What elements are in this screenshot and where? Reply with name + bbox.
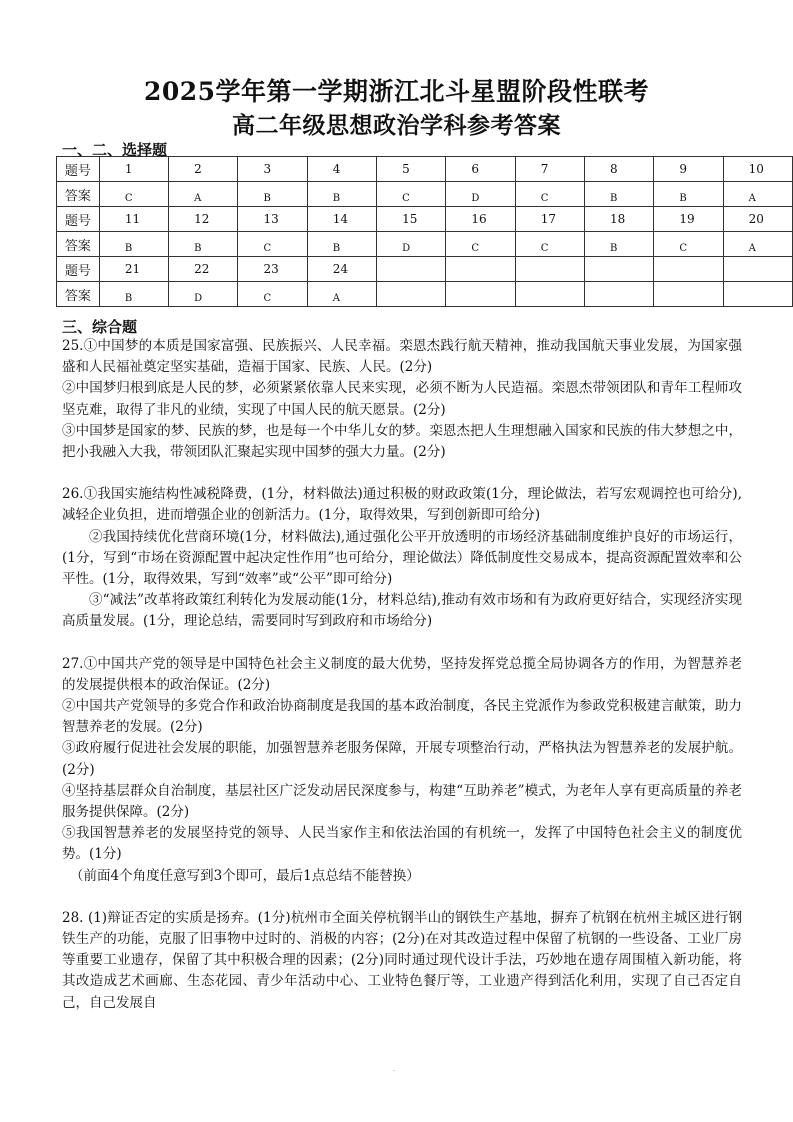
answer-paragraph: ③中国梦是国家的梦、民族的梦，也是每一个中华儿女的梦。栾恩杰把人生理想融入国家和民族的伟大梦想之中，把小我融入大我，带领团队汇聚起实现中国梦的强大力量。(2分)	[62, 422, 742, 461]
page-mark: ·	[393, 1068, 395, 1075]
question-number-cell	[515, 257, 584, 282]
row-label: 答案	[57, 182, 100, 207]
question-number-cell: 5	[377, 157, 446, 182]
question-number-cell: 6	[446, 157, 515, 182]
answer-cell: B	[585, 232, 654, 257]
question-number-cell: 1	[99, 157, 168, 182]
answer-row	[57, 182, 793, 207]
row-label: 答案	[57, 282, 100, 307]
page-title: 2025学年第一学期浙江北斗星盟阶段性联考	[143, 77, 650, 106]
answer-cell	[654, 282, 723, 307]
answer-paragraph: ③政府履行促进社会发展的职能，加强智慧养老服务保障，开展专项整治行动，严格执法为智慧养老的发展护航。(2分)	[62, 740, 742, 778]
answer-paragraph: 26.①我国实施结构性减税降费，(1分，材料做法)通过积极的财政政策(1分，理论做法，若写宏观调控也可给分),减轻企业负担，进而增强企业的创新活力。(1分，取得效果，写到创新即可给分)	[62, 486, 742, 524]
answer-cell: A	[723, 182, 792, 207]
answer-cell: A	[169, 182, 238, 207]
answer-paragraph: ③“减法”改革将政策红利转化为发展动能(1分，材料总结),推动有效市场和有为政府更好结合，实现经济实现高质量发展。(1分，理论总结，需要同时写到政府和市场给分)	[62, 592, 742, 630]
row-label: 题号	[57, 207, 100, 232]
answer-cell: B	[99, 232, 168, 257]
row-label: 题号	[57, 257, 100, 282]
answer-cell: C	[654, 232, 723, 257]
question-number-cell: 3	[238, 157, 307, 182]
answer-cell: D	[377, 232, 446, 257]
row-label: 答案	[57, 232, 100, 257]
answer-table	[56, 156, 793, 307]
question-number-cell: 9	[654, 157, 723, 182]
question-number-cell: 23	[238, 257, 307, 282]
answer-cell: B	[585, 182, 654, 207]
answer-paragraph: （前面4个角度任意写到3个即可，最后1点总结不能替换）	[70, 867, 420, 884]
answer-cell: B	[307, 232, 376, 257]
answer-paragraph: ④坚持基层群众自治制度，基层社区广泛发动居民深度参与，构建“互助养老”模式，为老年人享有更高质量的养老服务提供保障。(2分)	[62, 782, 742, 821]
question-number-row	[57, 207, 793, 232]
paragraph-gap	[62, 633, 742, 654]
question-number-cell: 10	[723, 157, 792, 182]
question-number-cell: 14	[307, 207, 376, 232]
answer-cell	[446, 282, 515, 307]
question-number-cell: 19	[654, 207, 723, 232]
answer-cell	[723, 282, 792, 307]
question-number-cell: 13	[238, 207, 307, 232]
answer-cell: B	[654, 182, 723, 207]
answer-cell: C	[515, 232, 584, 257]
question-number-cell: 21	[99, 257, 168, 282]
answer-cell: D	[446, 182, 515, 207]
answer-cell: A	[307, 282, 376, 307]
question-number-cell: 7	[515, 157, 584, 182]
question-number-cell: 24	[307, 257, 376, 282]
answer-cell: B	[238, 182, 307, 207]
answer-paragraph: 25.①中国梦的本质是国家富强、民族振兴、人民幸福。栾恩杰践行航天精神，推动我国航天事业发展，为国家强盛和人民福祉奠定坚实基础，造福于国家、民族、人民。(2分)	[62, 338, 742, 376]
answer-paragraph: 28. (1)辩证否定的实质是扬弃。(1分)杭州市全面关停杭钢半山的钢铁生产基地，摒弃了杭钢在杭州主城区进行钢铁生产的功能，克服了旧事物中过时的、消极的内容；(2分)在对其改造过程中保留了杭钢的一些设备、工业厂房等重要工业遗存，保留了其中积极合理的因素；(2分)同时通过现代设计手法，巧妙地在遗存周围植入新功能，将其改造成艺术画廊、生态花园、青少年活动中心、工业特色餐厅等，工业遗产得到活化利用，实现了自己否定自己，自己发展自	[62, 909, 742, 1011]
question-number-row	[57, 157, 793, 182]
answer-content	[62, 336, 742, 1014]
question-number-cell: 22	[169, 257, 238, 282]
answer-cell: C	[99, 182, 168, 207]
answer-row	[57, 232, 793, 257]
answer-cell: D	[169, 282, 238, 307]
row-label: 题号	[57, 157, 100, 182]
paragraph-gap	[62, 463, 742, 484]
answer-cell: B	[169, 232, 238, 257]
question-number-cell	[585, 257, 654, 282]
question-number-cell: 12	[169, 207, 238, 232]
question-number-cell: 17	[515, 207, 584, 232]
page-subtitle: 高二年级思想政治学科参考答案	[232, 112, 561, 139]
question-number-cell: 11	[99, 207, 168, 232]
section-heading-comprehensive: 三、综合题	[62, 318, 138, 336]
question-number-cell	[377, 257, 446, 282]
answer-cell	[377, 282, 446, 307]
answer-cell	[585, 282, 654, 307]
answer-cell: C	[377, 182, 446, 207]
paragraph-gap	[62, 887, 742, 908]
section-heading-choice: 一、二、选择题	[62, 141, 168, 159]
question-number-cell: 8	[585, 157, 654, 182]
question-number-row	[57, 257, 793, 282]
question-number-cell	[723, 257, 792, 282]
question-number-cell: 16	[446, 207, 515, 232]
question-number-cell: 2	[169, 157, 238, 182]
question-number-cell	[654, 257, 723, 282]
question-number-cell: 4	[307, 157, 376, 182]
answer-cell: B	[99, 282, 168, 307]
question-number-cell	[446, 257, 515, 282]
answer-cell: C	[515, 182, 584, 207]
question-number-cell: 18	[585, 207, 654, 232]
answer-row	[57, 282, 793, 307]
answer-cell: B	[307, 182, 376, 207]
answer-cell: C	[238, 232, 307, 257]
answer-paragraph: ②中国共产党领导的多党合作和政治协商制度是我国的基本政治制度，各民主党派作为参政党积极建言献策，助力智慧养老的发展。(2分)	[62, 698, 742, 736]
answer-cell: C	[446, 232, 515, 257]
question-number-cell: 15	[377, 207, 446, 232]
question-number-cell: 20	[723, 207, 792, 232]
answer-cell: A	[723, 232, 792, 257]
answer-paragraph: ②中国梦归根到底是人民的梦，必须紧紧依靠人民来实现，必须不断为人民造福。栾恩杰带领团队和青年工程师攻坚克难，取得了非凡的业绩，实现了中国人民的航天愿景。(2分)	[62, 380, 742, 418]
answer-paragraph: ⑤我国智慧养老的发展坚持党的领导、人民当家作主和依法治国的有机统一，发挥了中国特色社会主义的制度优势。(1分)	[62, 825, 742, 863]
answer-cell: C	[238, 282, 307, 307]
answer-cell	[515, 282, 584, 307]
answer-paragraph: ②我国持续优化营商环境(1分，材料做法),通过强化公平开放透明的市场经济基础制度维护良好的市场运行，(1分，写到“市场在资源配置中起决定性作用”也可给分，理论做法）降低制度性交易成本，提高资源配置效率和公平性。(1分，取得效果，写到“效率”或“公平”即可给分)	[62, 528, 742, 588]
answer-paragraph: 27.①中国共产党的领导是中国特色社会主义制度的最大优势，坚持发挥党总揽全局协调各方的作用，为智慧养老的发展提供根本的政治保证。(2分)	[62, 655, 742, 693]
